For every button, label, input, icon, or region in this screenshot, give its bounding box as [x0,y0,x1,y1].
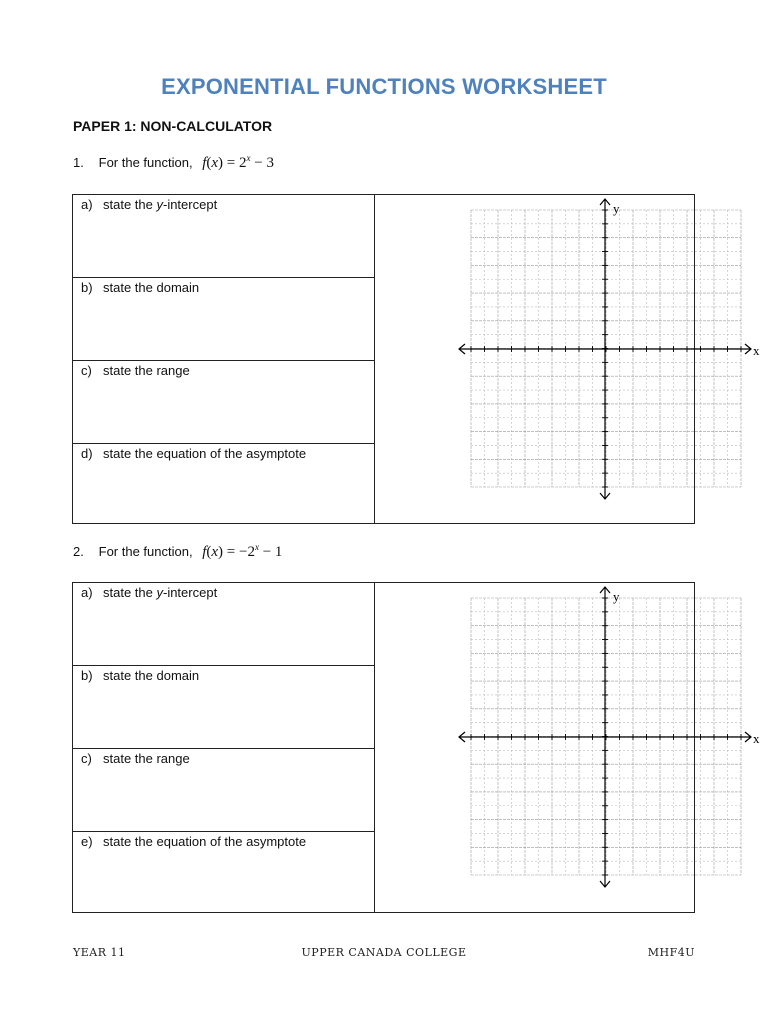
footer-left: YEAR 11 [73,946,126,959]
footer-center: UPPER CANADA COLLEGE [301,946,467,959]
coordinate-grid-2[interactable] [375,583,760,912]
coordinate-grid-1[interactable] [375,195,760,523]
answer-column [73,195,375,523]
question-number: 1. [73,155,84,170]
question-prompt: For the function, [98,544,193,559]
answer-cell-e[interactable]: e) state the equation of the asymptote [81,834,307,849]
question-number: 2. [73,544,84,559]
question-prompt: For the function, [98,155,193,170]
answer-cell-d[interactable]: d) state the equation of the asymptote [81,446,307,461]
paper-heading: PAPER 1: NON-CALCULATOR [73,118,273,134]
y-axis-label: y [613,201,620,216]
question-1-box [72,194,760,524]
function-equation: $f(x) = 2^x - 3$ [202,153,274,171]
answer-cell-c[interactable]: c) state the range [73,361,374,444]
question-2 [73,542,282,561]
y-axis-label: y [613,589,620,604]
x-axis-label: x [753,731,760,746]
answer-cell-c[interactable]: c) state the range [73,749,374,832]
question-1 [73,153,274,172]
answer-cell-a[interactable]: a) state the y-intercept [73,583,374,666]
x-axis-label: x [753,343,760,358]
answer-cell-b[interactable]: b) state the domain [73,666,374,749]
answer-column [73,583,375,912]
answer-cell-b[interactable]: b) state the domain [73,278,374,361]
footer-right: MHF4U [647,946,695,959]
question-2-box [72,582,760,913]
function-equation: $f(x) = -2^x - 1$ [202,542,283,560]
answer-cell-a[interactable]: a) state the y-intercept [73,195,374,278]
worksheet-title: EXPONENTIAL FUNCTIONS WORKSHEET [161,74,607,99]
